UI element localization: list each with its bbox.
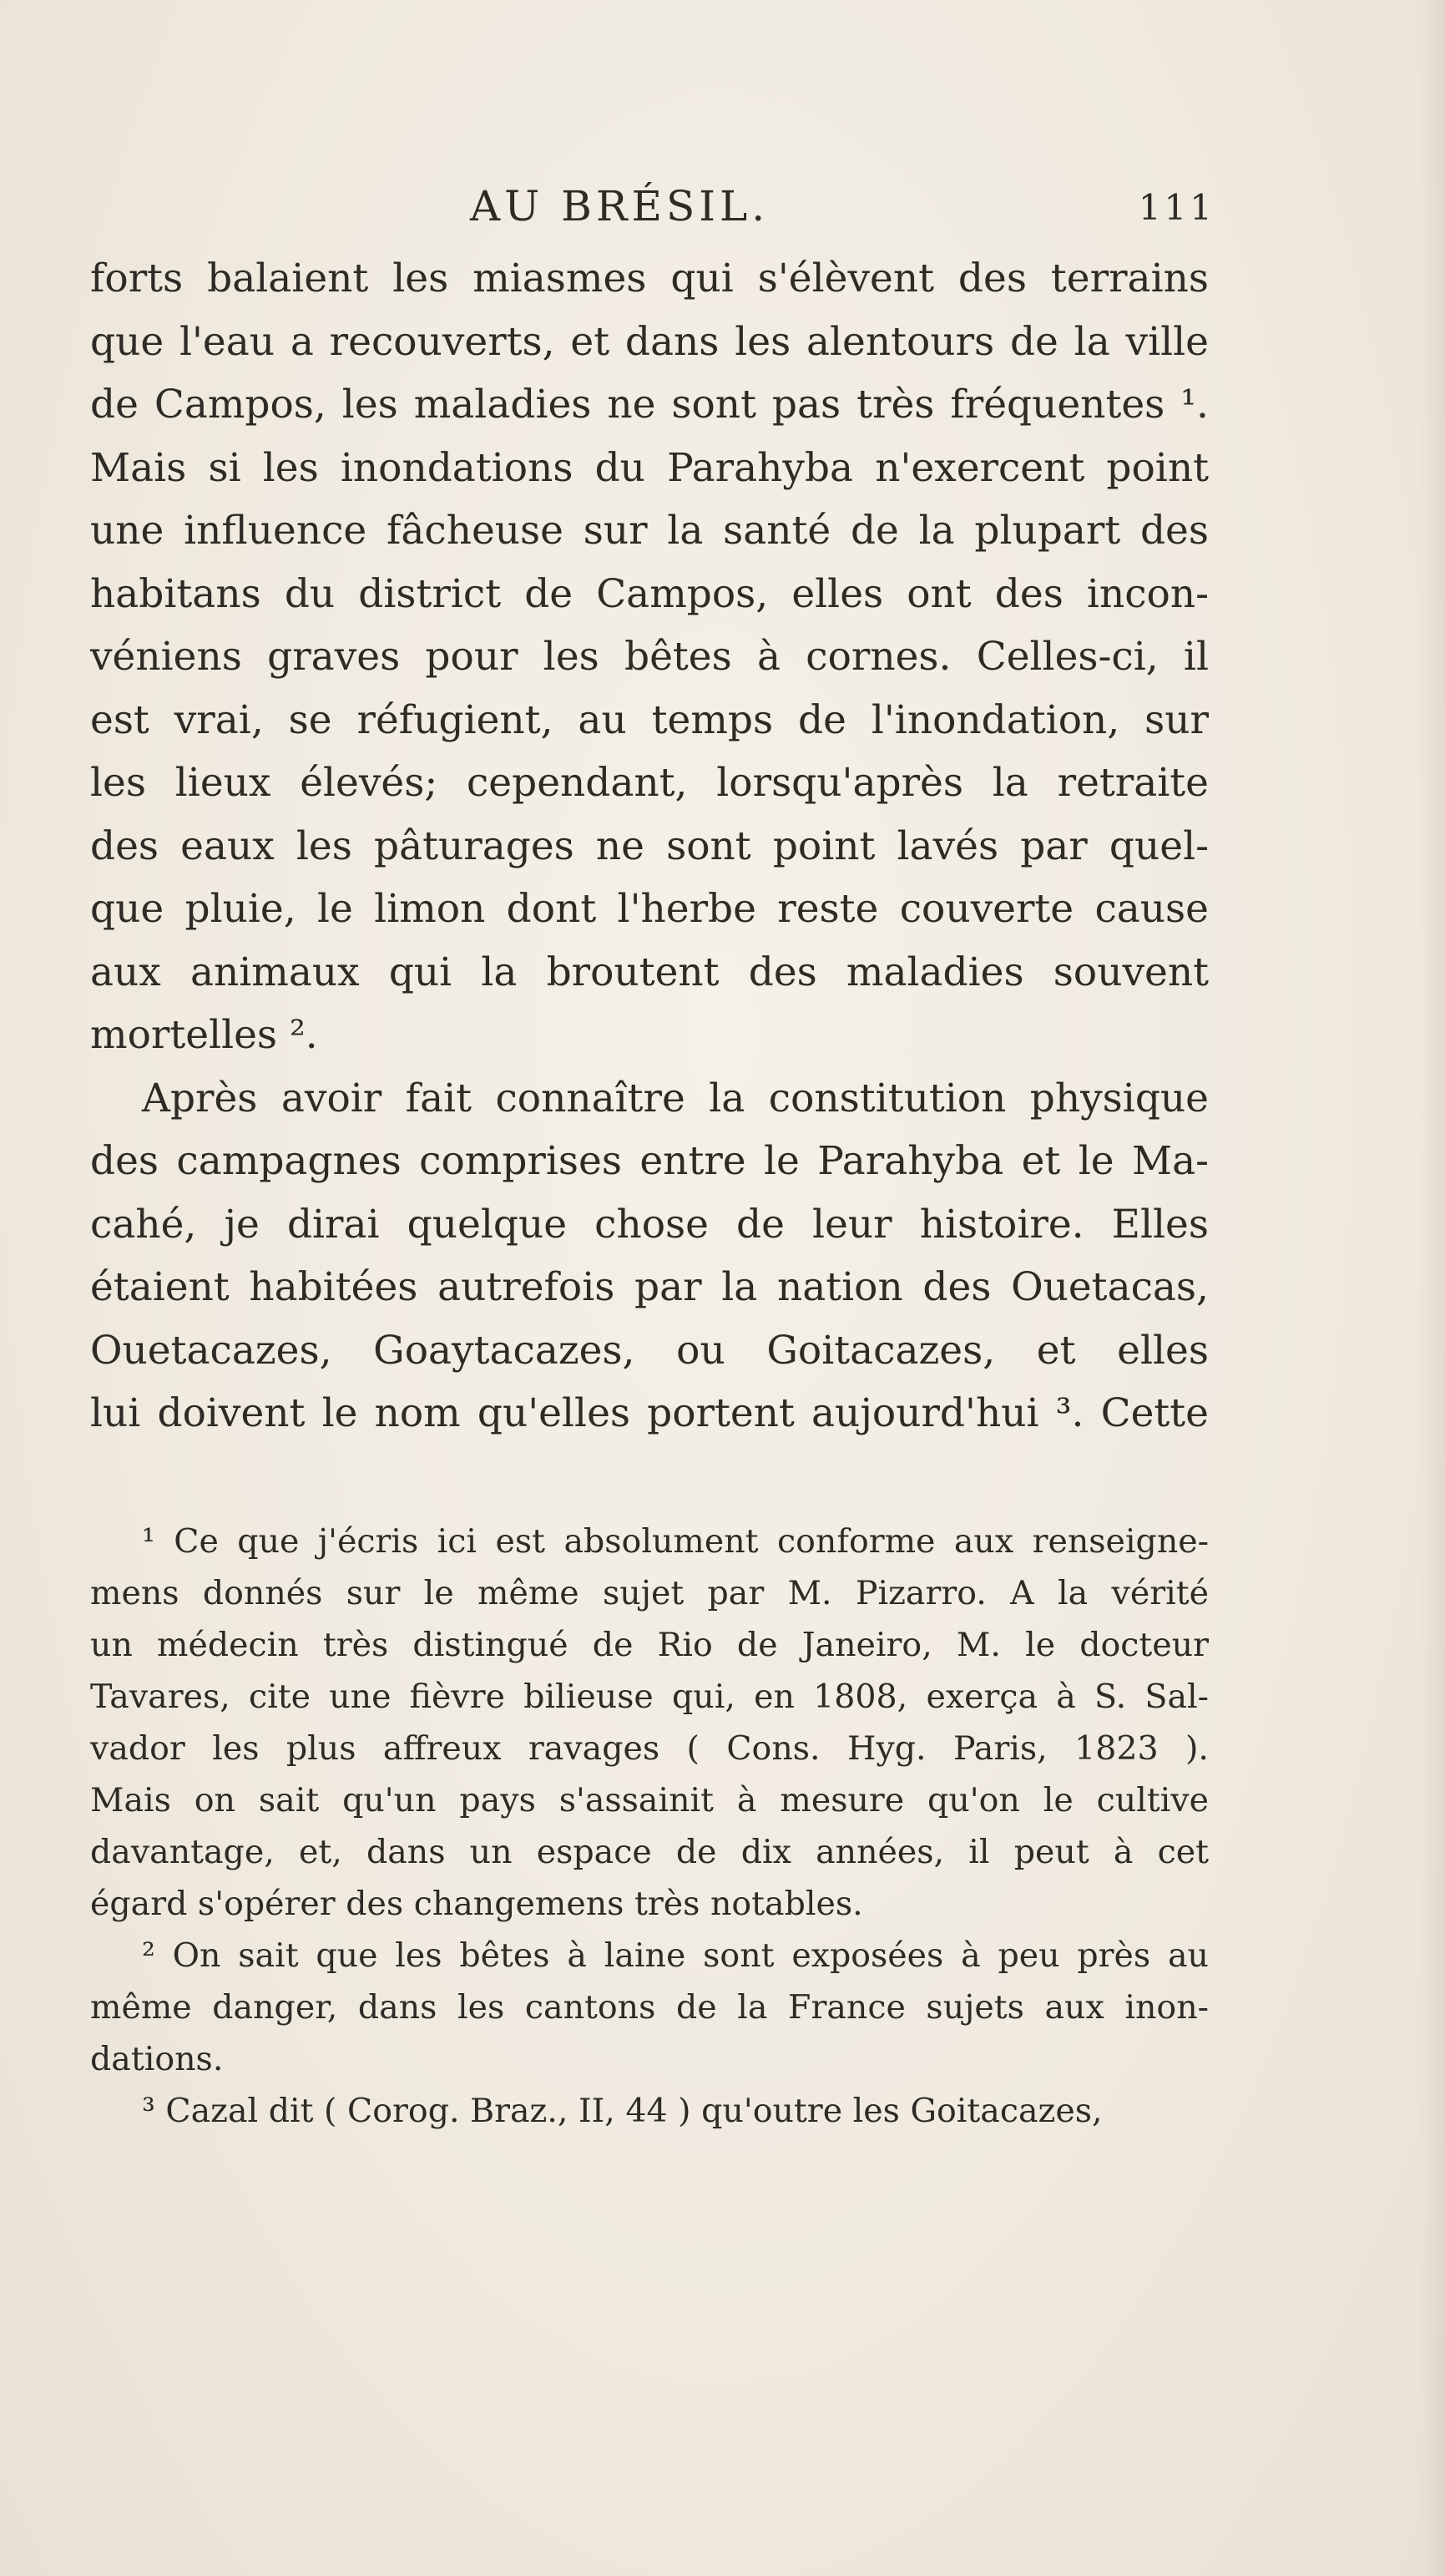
body-line: cahé, je dirai quelque chose de leur histoire. Elles bbox=[90, 1201, 1209, 1248]
body-line: habitans du district de Campos, elles ont des incon- bbox=[90, 570, 1209, 617]
body-line: de Campos, les maladies ne sont pas très fréquentes ¹. bbox=[90, 382, 1209, 428]
body-line: des campagnes comprises entre le Parahyba et le Ma- bbox=[90, 1138, 1209, 1184]
footnote-line-end: dations. bbox=[90, 2040, 224, 2078]
body-line: une influence fâcheuse sur la santé de la plupart des bbox=[90, 508, 1209, 554]
footnote-2-start: ² On sait que les bêtes à laine sont exposées à peu près au bbox=[142, 1936, 1209, 1975]
footnote-line: même danger, dans les cantons de la France sujets aux inon- bbox=[90, 1988, 1209, 2027]
body-line: est vrai, se réfugient, au temps de l'inondation, sur bbox=[90, 696, 1209, 743]
footnote-line: vador les plus affreux ravages ( Cons. Hyg. Paris, 1823 ). bbox=[90, 1729, 1209, 1768]
body-line: forts balaient les miasmes qui s'élèvent des terrains bbox=[90, 256, 1209, 301]
footnotes bbox=[90, 1516, 1209, 2137]
body-line-paragraph-end: mortelles ². bbox=[90, 1012, 318, 1058]
page-number: 111 bbox=[1138, 187, 1215, 228]
body-text bbox=[90, 247, 1209, 1445]
body-line: Mais si les inondations du Parahyba n'exercent point bbox=[90, 444, 1209, 491]
footnote-line: Mais on sait qu'un pays s'assainit à mesure qu'on le cultive bbox=[90, 1781, 1209, 1819]
body-line: que l'eau a recouverts, et dans les alentours de la ville bbox=[90, 318, 1209, 365]
running-head bbox=[90, 182, 1215, 240]
footnote-1-start: ¹ Ce que j'écris ici est absolument conforme aux renseigne- bbox=[142, 1522, 1209, 1561]
body-line: lui doivent le nom qu'elles portent aujourd'hui ³. Cette bbox=[90, 1390, 1209, 1436]
body-line: Ouetacazes, Goaytacazes, ou Goitacazes, et elles bbox=[90, 1327, 1209, 1374]
body-line: les lieux élevés; cependant, lorsqu'après la retraite bbox=[90, 760, 1209, 806]
footnote-line: un médecin très distingué de Rio de Janeiro, M. le docteur bbox=[90, 1626, 1209, 1664]
body-line: aux animaux qui la broutent des maladies souvent bbox=[90, 949, 1209, 995]
body-line: véniens graves pour les bêtes à cornes. Celles-ci, il bbox=[90, 634, 1209, 680]
footnote-line: Tavares, cite une fièvre bilieuse qui, en 1808, exerça à S. Sal- bbox=[90, 1678, 1209, 1716]
body-line-paragraph-start: Après avoir fait connaître la constitution physique bbox=[142, 1075, 1209, 1121]
body-line: que pluie, le limon dont l'herbe reste couverte cause bbox=[90, 886, 1209, 932]
footnote-line: mens donnés sur le même sujet par M. Pizarro. A la vérité bbox=[90, 1574, 1209, 1612]
footnote-line: davantage, et, dans un espace de dix années, il peut à cet bbox=[90, 1833, 1209, 1871]
footnote-3-start: ³ Cazal dit ( Corog. Braz., II, 44 ) qu'outre les Goitacazes, bbox=[142, 2092, 1103, 2130]
body-line: des eaux les pâturages ne sont point lavés par quel- bbox=[90, 822, 1209, 869]
running-title: AU BRÉSIL. bbox=[470, 182, 770, 230]
footnote-line-end: égard s'opérer des changemens très notables. bbox=[90, 1885, 863, 1923]
body-line: étaient habitées autrefois par la nation des Ouetacas, bbox=[90, 1264, 1209, 1310]
